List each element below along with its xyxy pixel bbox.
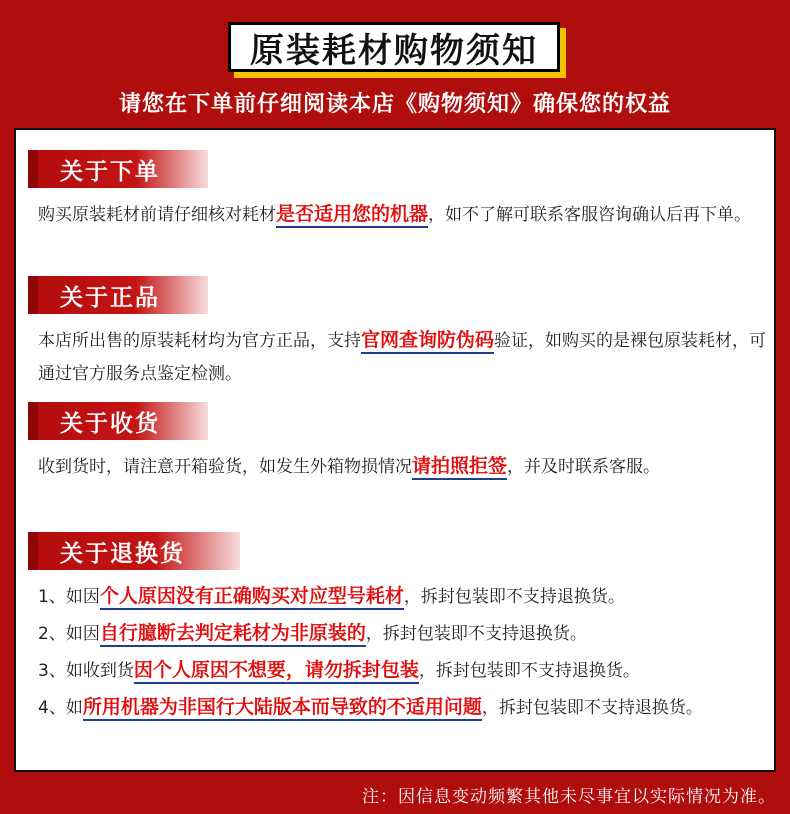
text-post: 验证，如购买的是裸包原装耗材，可通过官方服务点鉴定检测。: [38, 331, 767, 384]
section-heading-order: 关于下单: [28, 150, 208, 188]
text-post: ，拆封包装即不支持退换货。: [481, 698, 703, 718]
list-item: [38, 615, 768, 652]
text-pre: 本店所出售的原装耗材均为官方正品，支持: [38, 331, 361, 351]
highlight-text: 个人原因没有正确购买对应型号耗材: [100, 585, 404, 610]
page-subtitle: 请您在下单前仔细阅读本店《购物须知》确保您的权益: [118, 92, 671, 117]
highlight-text: 是否适用您的机器: [276, 203, 428, 228]
highlight-text: 因个人原因不想要，请勿拆封包装: [134, 659, 419, 684]
list-item: [38, 652, 768, 689]
section-list-returns: [38, 578, 768, 726]
notice-panel: [14, 128, 776, 772]
highlight-text: 请拍照拒签: [412, 455, 507, 480]
highlight-text: 所用机器为非国行大陆版本而导致的不适用问题: [83, 696, 482, 721]
text-post: ，拆封包装即不支持退换货。: [365, 624, 587, 644]
highlight-text: 官网查询防伪码: [361, 329, 494, 354]
text-post: ，并及时联系客服。: [507, 457, 661, 477]
page-title: 原装耗材购物须知: [228, 22, 560, 72]
text-post: ，拆封包装即不支持退换货。: [403, 587, 625, 607]
text-post: ，如不了解可联系客服咨询确认后再下单。: [428, 205, 752, 225]
text-post: ，拆封包装即不支持退换货。: [418, 661, 640, 681]
text-pre: 收到货时，请注意开箱验货，如发生外箱物损情况: [38, 457, 412, 477]
section-text-receiving: [38, 450, 768, 484]
list-item: [38, 578, 768, 615]
text-pre: 1、如因: [38, 587, 100, 607]
section-text-authentic: [38, 324, 768, 391]
highlight-text: 自行臆断去判定耗材为非原装的: [100, 622, 366, 647]
section-heading-returns: 关于退换货: [28, 532, 240, 570]
section-heading-authentic: 关于正品: [28, 276, 208, 314]
section-heading-receiving: 关于收货: [28, 402, 208, 440]
section-text-order: [38, 198, 768, 232]
text-pre: 购买原装耗材前请仔细核对耗材: [38, 205, 276, 225]
text-pre: 3、如收到货: [38, 661, 134, 681]
footer-note: 注：因信息变动频繁其他未尽事宜以实际情况为准。: [362, 787, 776, 807]
text-pre: 4、如: [38, 698, 83, 718]
list-item: [38, 689, 768, 726]
text-pre: 2、如因: [38, 624, 100, 644]
